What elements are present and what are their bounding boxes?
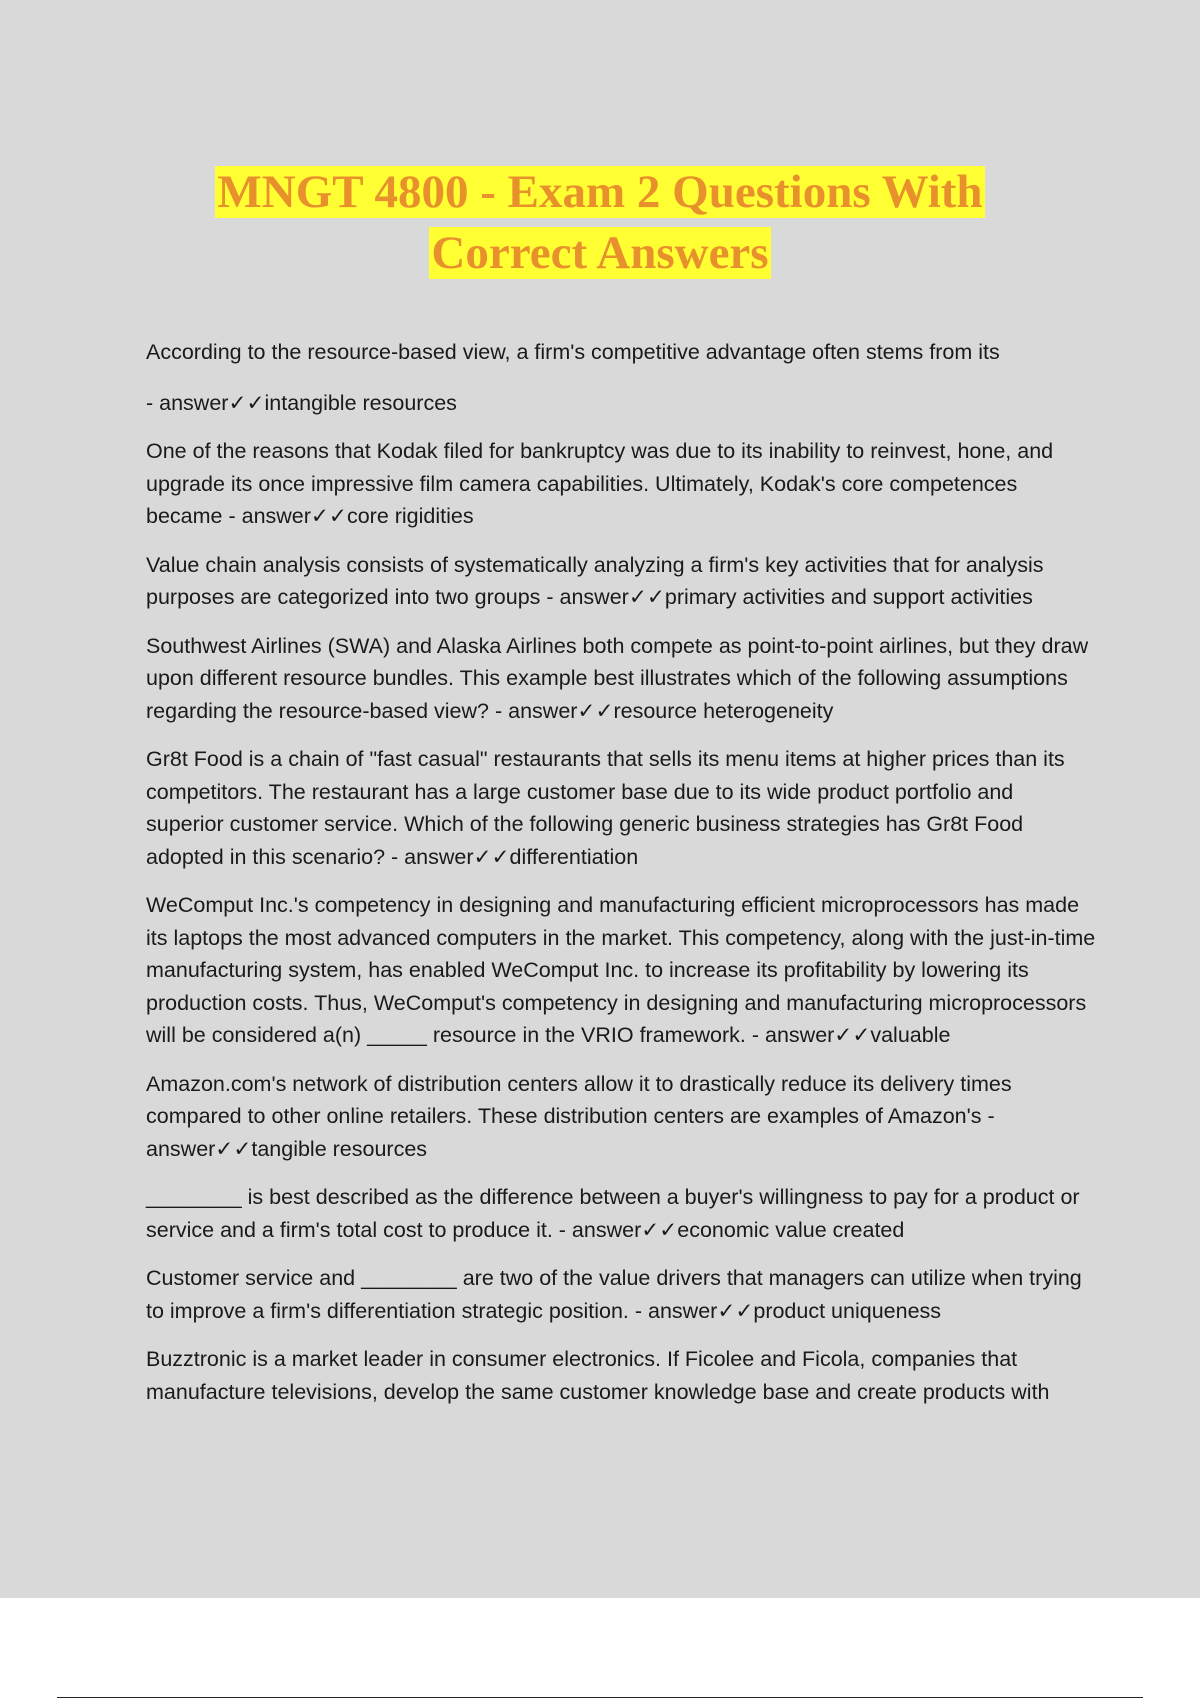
answer-text: core rigidities	[346, 504, 474, 528]
answer-text: product uniqueness	[753, 1298, 942, 1323]
question-text: Gr8t Food is a chain of "fast casual" restaurants that sells its menu items at higher prices than its competitors. The restaurant has a large customer base due to its wide product portfolio and superior customer service. Which of the following generic business strategies has Gr8t Food adopted in this scenario?	[146, 747, 1065, 869]
answer-text: primary activities and support activities	[664, 585, 1033, 609]
question-text: According to the resource-based view, a firm's competitive advantage often stems from its	[146, 340, 1000, 364]
answer-marker: - answer✓✓	[146, 390, 265, 415]
qa-list	[146, 336, 1096, 1424]
question-text: WeComput Inc.'s competency in designing and manufacturing efficient microprocessors has made its laptops the most advanced computers in the market. This competency, along with the just-in-time manufacturing system, has enabled WeComput Inc. to increase its profitability by lowering its production costs. Thus, WeComput's competency in designing and manufacturing microprocessors will be considered a(n) _____ resource in the VRIO framework.	[146, 893, 1096, 1047]
answer-text: economic value created	[677, 1217, 905, 1242]
answer-marker: - answer✓✓	[489, 698, 614, 723]
answer-text: differentiation	[509, 844, 639, 869]
question-text: Amazon.com's network of distribution centers allow it to drastically reduce its delivery times compared to other online retailers. These distribution centers are examples of Amazon's	[146, 1071, 1012, 1128]
qa-item	[146, 743, 1096, 873]
answer-marker: - answer✓✓	[146, 1104, 995, 1161]
answer-marker: - answer✓✓	[540, 585, 665, 609]
qa-item	[146, 549, 1096, 614]
qa-item	[146, 1343, 1096, 1408]
footer-rule	[57, 1697, 1143, 1698]
answer-text: tangible resources	[251, 1136, 428, 1161]
answer-marker: - answer✓✓	[628, 1298, 754, 1323]
question-text: One of the reasons that Kodak filed for bankruptcy was due to its inability to reinvest, hone, and upgrade its once impressive film camera capabilities. Ultimately, Kodak's core competences became	[146, 439, 1054, 528]
answer-marker: - answer✓✓	[552, 1217, 678, 1242]
answer-text: intangible resources	[264, 390, 457, 415]
qa-item	[146, 889, 1096, 1052]
answer-text: valuable	[870, 1023, 951, 1047]
qa-item	[146, 1181, 1096, 1246]
title-line-2: Correct Answers	[431, 227, 769, 279]
title-line-1: MNGT 4800 - Exam 2 Questions With	[217, 166, 983, 218]
document-title	[0, 162, 1200, 284]
qa-item	[146, 435, 1096, 533]
qa-item	[146, 1262, 1096, 1327]
qa-item	[146, 336, 1096, 419]
answer-marker: - answer✓✓	[222, 504, 347, 528]
question-text: Buzztronic is a market leader in consumer electronics. If Ficolee and Ficola, companies that manufacture televisions, develop the same customer knowledge base and create products with	[146, 1347, 1050, 1404]
answer-text: resource heterogeneity	[613, 698, 834, 723]
qa-item	[146, 630, 1096, 728]
question-text: Value chain analysis consists of systematically analyzing a firm's key activities that for analysis purposes are categorized into two groups	[146, 552, 1044, 609]
answer-marker: - answer✓✓	[745, 1023, 871, 1047]
answer-marker: - answer✓✓	[385, 844, 510, 869]
question-text: Southwest Airlines (SWA) and Alaska Airlines both compete as point-to-point airlines, but they draw upon different resource bundles. This example best illustrates which of the following assumptions regarding the resource-based view?	[146, 633, 1089, 723]
question-text: Customer service and ________ are two of the value drivers that managers can utilize when trying to improve a firm's differentiation strategic position.	[146, 1266, 1082, 1323]
question-text: ________ is best described as the difference between a buyer's willingness to pay for a product or service and a firm's total cost to produce it.	[146, 1185, 1080, 1242]
qa-item	[146, 1068, 1096, 1166]
